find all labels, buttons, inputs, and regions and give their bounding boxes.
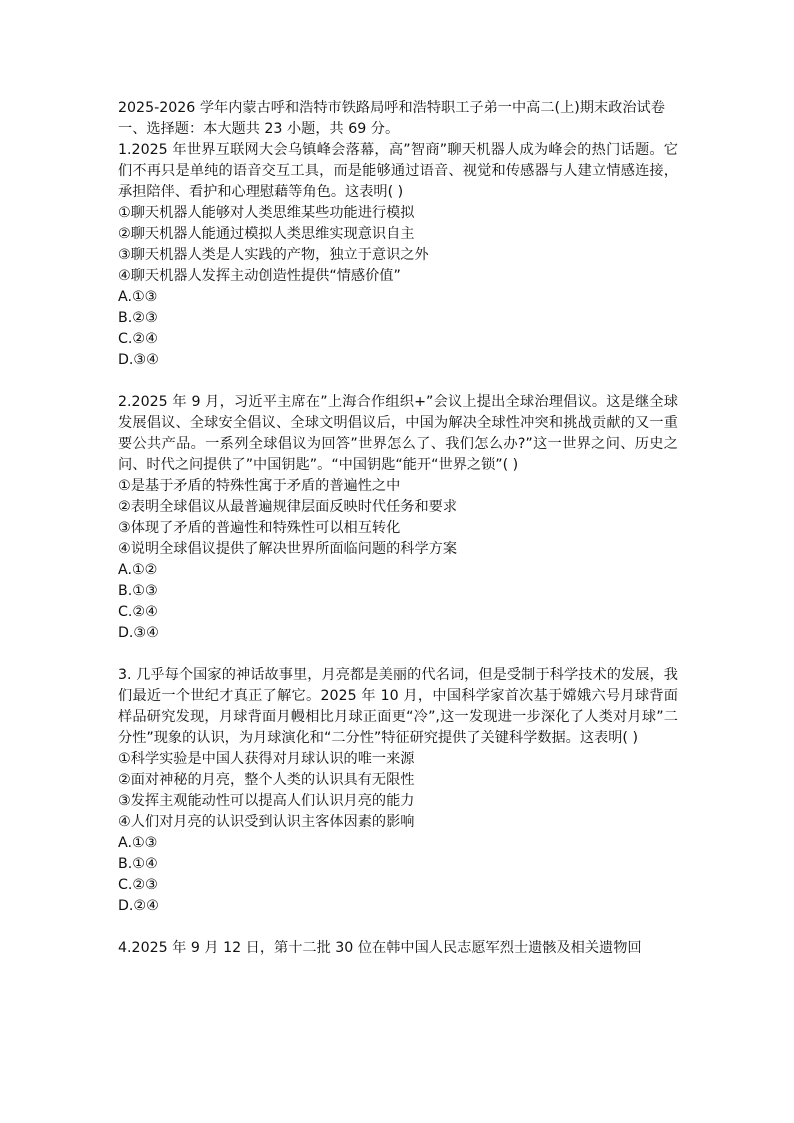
statement-1: ①科学实验是中国人获得对月球认识的唯一来源 — [118, 751, 415, 767]
question-stem: 2.2025 年 9 月，习近平主席在”上海合作组织+”会议上提出全球治理倡议。这是继全球发展倡议、全球安全倡议、全球文明倡议后，中国为解决全球性冲突和挑战贡献的又一重要公共产品。一系列全球倡议为回答”世界怎么了、我们怎么办?”这一世界之问、历史之问、时代之问提供了”中国钥匙”。“中国钥匙“能开“世界之锁”( ) — [118, 394, 678, 473]
question-stem: 3. 几乎每个国家的神话故事里，月亮都是美丽的代名词，但是受制于科学技术的发展，我们最近一个世纪才真正了解它。2025 年 10 月，中国科学家首次基于嫦娥六号月球背面样品研究发现，月球背面月幔相比月球正面更“冷”,这一发现进一步深化了人类对月球”二分性”现象的认识，为月球演化和“二分性”特征研究提供了关键科学数据。这表明( ) — [118, 667, 678, 746]
option-c: C.②③ — [118, 877, 158, 893]
option-b: B.②③ — [118, 310, 158, 326]
statement-1: ①是基于矛盾的特殊性寓于矛盾的普遍性之中 — [118, 478, 401, 494]
question-spacer — [118, 644, 678, 665]
question-stem: 4.2025 年 9 月 12 日，第十二批 30 位在韩中国人民志愿军烈士遗骸及相关遗物回 — [118, 940, 642, 956]
option-a: A.①② — [118, 562, 158, 578]
question-1 — [118, 140, 678, 371]
statement-3: ③发挥主观能动性可以提高人们认识月亮的能力 — [118, 793, 415, 809]
exam-title: 2025-2026 学年内蒙古呼和浩特市铁路局呼和浩特职工子弟一中高二(上)期末政治试卷 — [118, 100, 665, 116]
statement-3: ③聊天机器人类是人实践的产物，独立于意识之外 — [118, 247, 429, 263]
question-stem: 1.2025 年世界互联网大会乌镇峰会落幕，高”智商”聊天机器人成为峰会的热门话题。它们不再只是单纯的语音交互工具，而是能够通过语音、视觉和传感器与人建立情感连接，承担陪伴、看护和心理慰藉等角色。这表明( ) — [118, 142, 678, 200]
question-4 — [118, 938, 678, 959]
option-c: C.②④ — [118, 604, 158, 620]
option-c: C.②④ — [118, 331, 158, 347]
option-d: D.③④ — [118, 352, 159, 368]
statement-4: ④人们对月亮的认识受到认识主客体因素的影响 — [118, 814, 415, 830]
statement-2: ②面对神秘的月亮，整个人类的认识具有无限性 — [118, 772, 415, 788]
question-2 — [118, 392, 678, 644]
statement-4: ④聊天机器人发挥主动创造性提供“情感价值” — [118, 268, 401, 284]
option-b: B.①④ — [118, 856, 158, 872]
statement-1: ①聊天机器人能够对人类思维某些功能进行模拟 — [118, 205, 415, 221]
question-3 — [118, 665, 678, 917]
option-b: B.①③ — [118, 583, 158, 599]
option-a: A.①③ — [118, 835, 158, 851]
option-a: A.①③ — [118, 289, 158, 305]
option-d: D.②④ — [118, 898, 159, 914]
statement-4: ④说明全球倡议提供了解决世界所面临问题的科学方案 — [118, 541, 458, 557]
section-heading: 一、选择题：本大题共 23 小题，共 69 分。 — [118, 121, 400, 137]
statement-3: ③体现了矛盾的普遍性和特殊性可以相互转化 — [118, 520, 401, 536]
question-spacer — [118, 917, 678, 938]
exam-page — [118, 98, 678, 959]
statement-2: ②表明全球倡议从最普遍规律层面反映时代任务和要求 — [118, 499, 458, 515]
question-spacer — [118, 371, 678, 392]
statement-2: ②聊天机器人能通过模拟人类思维实现意识自主 — [118, 226, 415, 242]
option-d: D.③④ — [118, 625, 159, 641]
